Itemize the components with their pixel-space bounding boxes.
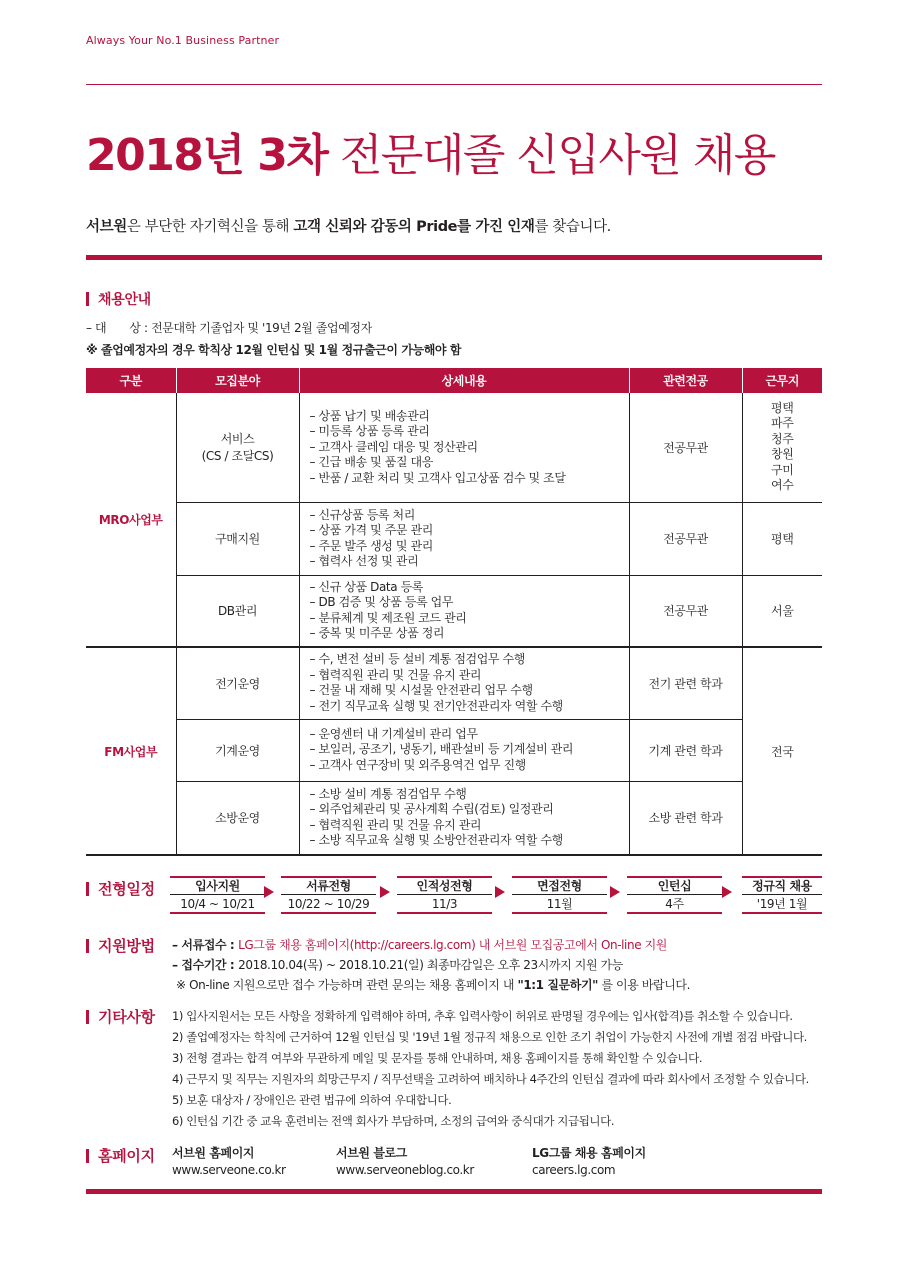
table-row [86, 575, 822, 647]
schedule-step [397, 876, 492, 914]
detail-line: – 상품 가격 및 주문 관리 [309, 523, 433, 537]
detail-line: – 신규 상품 Data 등록 [309, 579, 423, 594]
apply-line-2-label: – 접수기간 : [172, 958, 239, 972]
detail-line: – 중복 및 미주문 상품 정리 [309, 626, 445, 641]
apply-line-3 [176, 976, 690, 993]
detail-line: – 협력사 선정 및 관리 [309, 554, 419, 568]
detail-line: – 미등록 상품 등록 관리 [309, 424, 430, 438]
location: 구미 [771, 462, 794, 477]
blog-link[interactable]: www.serveoneblog.co.kr [336, 1163, 474, 1177]
schedule-step [742, 876, 822, 914]
detail-line: – 수, 변전 설비 등 설비 계통 점검업무 수행 [309, 652, 525, 667]
careers-title: LG그룹 채용 홈페이지 [532, 1146, 646, 1160]
homepage-heading: 홈페이지 [86, 1145, 155, 1166]
recruit-heading: 채용안내 [86, 289, 151, 309]
location-cell: 서울 [742, 575, 822, 647]
step-date: 11/3 [397, 895, 492, 914]
schedule-step [627, 876, 722, 914]
section-divider [86, 255, 822, 260]
intro-part1: 은 부단한 자기혁신을 통해 [126, 219, 294, 235]
col-location: 근무지 [742, 368, 822, 393]
step-arrow-icon [722, 886, 732, 898]
title-rest: 전문대졸 신입사원 채용 [339, 130, 775, 181]
step-name: 입사지원 [170, 876, 265, 895]
detail-line: – 협력직원 관리 및 건물 유지 관리 [309, 667, 482, 682]
field-cell: 소방운영 [176, 781, 299, 855]
field-cell: DB관리 [176, 575, 299, 647]
detail-line: – DB 검증 및 상품 등록 업무 [309, 595, 453, 610]
tagline: Always Your No.1 Business Partner [86, 34, 280, 47]
field-cell: 기계운영 [176, 719, 299, 781]
schedule-steps [170, 876, 822, 916]
step-date: 11월 [512, 895, 607, 914]
details-cell [299, 647, 629, 719]
title-year: 2018년 3차 [86, 130, 328, 181]
location: 파주 [771, 416, 794, 431]
location: 창원 [771, 447, 794, 462]
table-header-row [86, 368, 822, 393]
schedule-step [512, 876, 607, 914]
apply-line-3-post: 를 이용 바랍니다. [598, 978, 691, 992]
etc-item: 1) 입사지원서는 모든 사항을 정확하게 입력해야 하며, 추후 입력사항이 허위로 판명될 경우에는 입사(합격)를 취소할 수 있습니다. [172, 1009, 793, 1023]
major-cell: 전공무관 [629, 502, 742, 575]
detail-line: – 전기 직무교육 실행 및 전기안전관리자 역할 수행 [309, 698, 563, 713]
etc-item: 2) 졸업예정자는 학칙에 근거하여 12월 인턴십 및 '19년 1월 정규직 채용으로 인한 조기 취업이 가능한지 사전에 개별 점검 바랍니다. [172, 1030, 807, 1044]
homepage-link[interactable]: www.serveone.co.kr [172, 1163, 286, 1177]
major-cell: 기계 관련 학과 [629, 719, 742, 781]
major-cell: 전기 관련 학과 [629, 647, 742, 719]
col-division: 구분 [86, 368, 176, 393]
table-row [86, 719, 822, 781]
recruit-target: – 대 상 : 전문대학 기졸업자 및 '19년 2월 졸업예정자 [86, 321, 372, 335]
details-cell [299, 719, 629, 781]
location-cell: 평택 [742, 502, 822, 575]
table-row [86, 781, 822, 855]
field-cell [176, 393, 299, 502]
location-cell-fm: 전국 [742, 647, 822, 855]
detail-line: – 상품 납기 및 배송관리 [309, 408, 430, 423]
detail-line: – 운영센터 내 기계설비 관리 업무 [309, 726, 478, 741]
etc-item: 5) 보훈 대상자 / 장애인은 관련 법규에 의하여 우대합니다. [172, 1093, 452, 1107]
step-arrow-icon [495, 886, 505, 898]
step-date: '19년 1월 [742, 895, 822, 914]
top-divider [86, 84, 822, 85]
field-sub: (CS / 조달CS) [201, 449, 274, 464]
detail-line: – 협력직원 관리 및 건물 유지 관리 [309, 817, 482, 832]
col-major: 관련전공 [629, 368, 742, 393]
blog-title: 서브원 블로그 [336, 1146, 407, 1160]
location: 여수 [771, 478, 794, 493]
detail-line: – 건물 내 재해 및 시설물 안전관리 업무 수행 [309, 683, 533, 698]
step-name: 인적성전형 [397, 876, 492, 895]
careers-link[interactable]: careers.lg.com [532, 1163, 616, 1177]
intro-part2: 를 찾습니다. [534, 219, 611, 235]
detail-line: – 분류체계 및 제조원 코드 관리 [309, 610, 467, 625]
detail-line: – 반품 / 교환 처리 및 고객사 입고상품 검수 및 조달 [309, 470, 566, 485]
table-row [86, 393, 822, 502]
division-mro: MRO사업부 [86, 393, 176, 647]
major-cell: 소방 관련 학과 [629, 781, 742, 855]
schedule-step [170, 876, 265, 914]
intro-emphasis: 고객 신뢰와 감동의 Pride를 가진 인재 [293, 219, 535, 235]
apply-line-3-em: "1:1 질문하기" [517, 978, 599, 992]
step-name: 면접전형 [512, 876, 607, 895]
detail-line: – 고객사 연구장비 및 외주용역건 업무 진행 [309, 757, 526, 772]
location: 청주 [771, 431, 794, 446]
details-cell [299, 575, 629, 647]
apply-heading: 지원방법 [86, 935, 155, 956]
etc-item: 3) 전형 결과는 합격 여부와 무관하게 메일 및 문자를 통해 안내하며, 채용 홈페이지를 통해 확인할 수 있습니다. [172, 1051, 703, 1065]
detail-line: – 외주업체관리 및 공사계획 수립(검토) 일정관리 [309, 802, 554, 817]
details-cell [299, 393, 629, 502]
detail-line: – 소방 설비 계통 점검업무 수행 [309, 786, 467, 801]
apply-line-1-label: – 서류접수 : [172, 938, 239, 952]
step-date: 10/22 ~ 10/29 [281, 895, 376, 914]
intro-company: 서브원 [86, 219, 127, 235]
table-row [86, 502, 822, 575]
field-name: 서비스 [220, 432, 255, 447]
col-details: 상세내용 [299, 368, 629, 393]
field-cell: 전기운영 [176, 647, 299, 719]
apply-line-1-value: LG그룹 채용 홈페이지(http://careers.lg.com) 내 서브원 모집공고에서 On-line 지원 [238, 938, 667, 952]
detail-line: – 신규상품 등록 처리 [309, 507, 415, 522]
intro-text [86, 215, 611, 236]
detail-line: – 긴급 배송 및 품질 대응 [309, 455, 433, 469]
field-cell: 구매지원 [176, 502, 299, 575]
recruit-table [86, 368, 822, 856]
step-date: 4주 [627, 895, 722, 914]
step-date: 10/4 ~ 10/21 [170, 895, 265, 914]
detail-line: – 고객사 클레임 대응 및 정산관리 [309, 439, 478, 454]
etc-item: 6) 인턴십 기간 중 교육 훈련비는 전액 회사가 부담하며, 소정의 급여와 중식대가 지급됩니다. [172, 1114, 615, 1128]
homepage-title: 서브원 홈페이지 [172, 1146, 255, 1160]
location: 평택 [771, 400, 794, 415]
step-name: 정규직 채용 [742, 876, 822, 895]
schedule-step [281, 876, 376, 914]
details-cell [299, 781, 629, 855]
etc-item: 4) 근무지 및 직무는 지원자의 희망근무지 / 직무선택을 고려하여 배치하나 4주간의 인턴십 결과에 따라 회사에서 조정할 수 있습니다. [172, 1072, 809, 1086]
schedule-heading: 전형일정 [86, 878, 155, 899]
detail-line: – 주문 발주 생성 및 관리 [309, 538, 433, 553]
major-cell: 전공무관 [629, 393, 742, 502]
step-arrow-icon [610, 886, 620, 898]
etc-heading: 기타사항 [86, 1006, 155, 1027]
bottom-divider [86, 1189, 822, 1194]
step-name: 인턴십 [627, 876, 722, 895]
page-title [86, 128, 775, 184]
table-row [86, 647, 822, 719]
apply-line-3-pre: ※ On-line 지원으로만 접수 가능하며 관련 문의는 채용 홈페이지 내 [176, 978, 518, 992]
detail-line: – 소방 직무교육 실행 및 소방안전관리자 역할 수행 [309, 833, 563, 848]
apply-line-2 [172, 956, 623, 973]
step-arrow-icon [264, 886, 274, 898]
apply-line-2-value: 2018.10.04(목) ~ 2018.10.21(일) 최종마감일은 오후 23시까지 지원 가능 [238, 958, 623, 972]
location-cell [742, 393, 822, 502]
detail-line: – 보일러, 공조기, 냉동기, 배관설비 등 기계설비 관리 [309, 742, 574, 757]
step-arrow-icon [380, 886, 390, 898]
apply-line-1 [172, 936, 667, 953]
division-fm: FM사업부 [86, 647, 176, 855]
recruit-note: ※ 졸업예정자의 경우 학칙상 12월 인턴십 및 1월 정규출근이 가능해야 함 [86, 343, 462, 357]
details-cell [299, 502, 629, 575]
step-name: 서류전형 [281, 876, 376, 895]
col-field: 모집분야 [176, 368, 299, 393]
major-cell: 전공무관 [629, 575, 742, 647]
